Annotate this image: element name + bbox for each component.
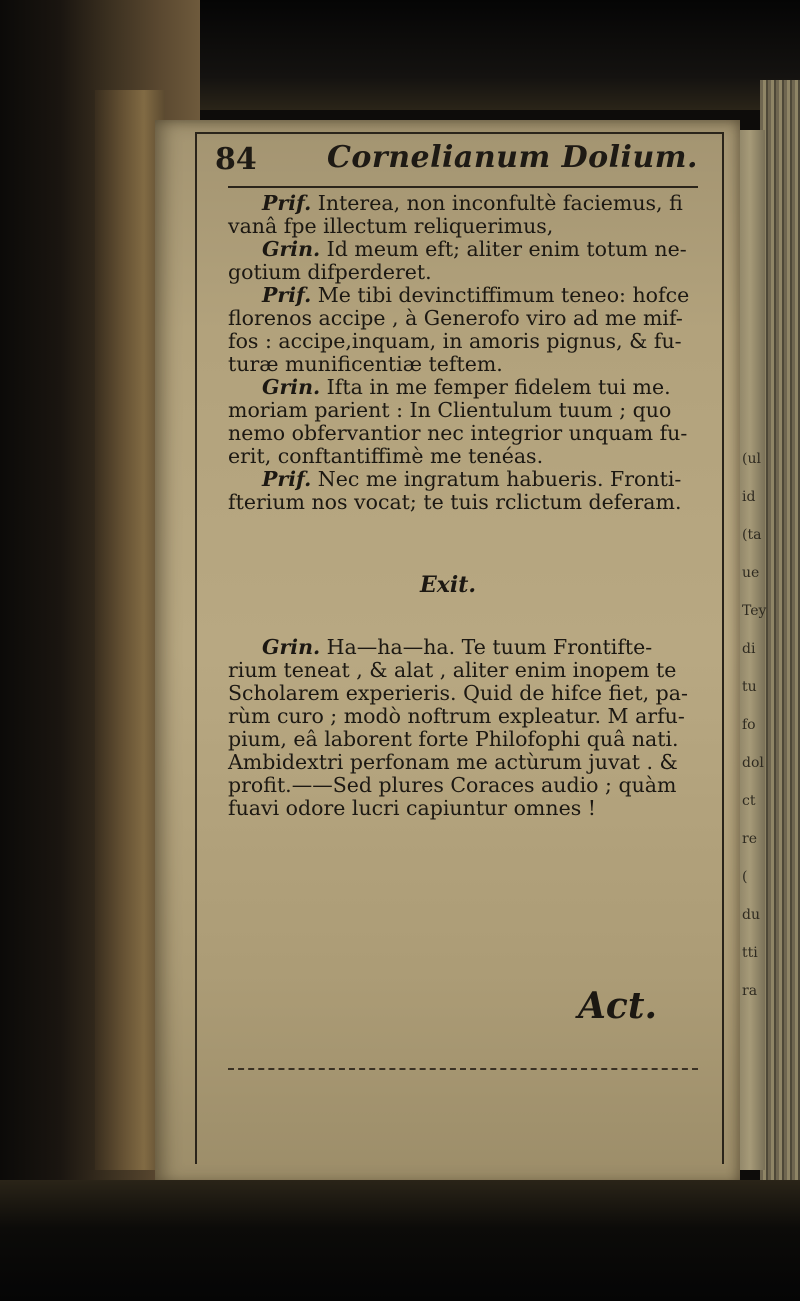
text-line: [228, 705, 708, 728]
line-text: Me tibi devinctiffimum teneo: hofce: [317, 283, 690, 307]
line-text: Scholarem experieris. Quid de hifce fiet, pa-: [228, 681, 688, 705]
text-line: [228, 774, 708, 797]
catchword: Act.: [578, 985, 658, 1027]
page-header: [205, 138, 710, 184]
speaker-name: Grin.: [262, 375, 321, 399]
text-line: [228, 491, 708, 514]
stage-direction: Exit.: [420, 572, 477, 598]
text-line: [228, 751, 708, 774]
fragment-text: du: [742, 907, 760, 923]
line-text: Ambidextri perfonam me actùrum juvat . &: [228, 750, 678, 774]
speaker-name: Prif.: [262, 191, 312, 215]
line-text: profit.——Sed plures Coraces audio ; quàm: [228, 773, 677, 797]
fragment-text: (ta: [742, 527, 762, 543]
text-line: [228, 445, 708, 468]
text-line: [228, 307, 708, 330]
page-number: 84: [215, 142, 257, 177]
line-text: Interea, non inconfultè faciemus, fi: [317, 191, 683, 215]
text-line: [228, 261, 708, 284]
line-text: moriam parient : In Clientulum tuum ; quo: [228, 398, 672, 422]
line-text: fuavi odore lucri capiuntur omnes !: [228, 796, 596, 820]
line-text: Ha—ha—ha. Te tuum Frontifte-: [326, 635, 653, 659]
header-rule: [228, 186, 698, 188]
line-text: fterium nos vocat; te tuis rclictum deferam.: [228, 490, 682, 514]
text-line: [228, 659, 708, 682]
speaker-name: Grin.: [262, 635, 321, 659]
speaker-name: Prif.: [262, 283, 312, 307]
running-head: Cornelianum Dolium.: [327, 140, 698, 175]
line-text: florenos accipe , à Generofo viro ad me mif-: [228, 306, 683, 330]
fragment-text: di: [742, 641, 756, 657]
fragment-text: id: [742, 489, 756, 505]
line-text: Id meum eft; aliter enim totum ne-: [326, 237, 687, 261]
line-text: pium, eâ laborent forte Philofophi quâ nati.: [228, 727, 679, 751]
line-text: erit, conftantiffimè me tenéas.: [228, 444, 544, 468]
fragment-text: re: [742, 831, 757, 847]
line-text: gotium difperderet.: [228, 260, 432, 284]
adjacent-page-fragments: [742, 440, 782, 1000]
text-line: [228, 284, 708, 307]
text-line: [228, 330, 708, 353]
bottom-rule: [228, 1068, 698, 1070]
fragment-text: tu: [742, 679, 757, 695]
line-text: turæ munificentiæ teftem.: [228, 352, 503, 376]
text-line: [228, 682, 708, 705]
text-line: [228, 192, 708, 215]
fragment-text: (: [742, 869, 748, 885]
line-text: rium teneat , & alat , aliter enim inopem te: [228, 658, 677, 682]
line-text: fos : accipe,inquam, in amoris pignus, & fu-: [228, 329, 682, 353]
fragment-text: ra: [742, 983, 758, 999]
fragment-text: fo: [742, 717, 756, 733]
text-line: [228, 728, 708, 751]
fragment-text: (ul: [742, 451, 761, 467]
fragment-text: tti: [742, 945, 758, 961]
line-text: Nec me ingratum habueris. Fronti-: [317, 467, 682, 491]
speaker-name: Grin.: [262, 237, 321, 261]
bottom-shadow: [0, 1180, 800, 1301]
text-line: [228, 376, 708, 399]
line-text: Ifta in me femper fidelem tui me.: [326, 375, 671, 399]
line-text: rùm curo ; modò noftrum expleatur. M arfu-: [228, 704, 685, 728]
text-line: [228, 238, 708, 261]
fragment-text: Tey: [742, 603, 767, 619]
line-text: nemo obfervantior nec integrior unquam fu-: [228, 421, 688, 445]
fragment-text: dol: [742, 755, 764, 771]
line-text: vanâ fpe illectum reliquerimus,: [228, 214, 554, 238]
fragment-text: ct: [742, 793, 756, 809]
text-line: [228, 636, 708, 659]
text-line: [228, 422, 708, 445]
text-line: [228, 468, 708, 491]
fragment-text: ue: [742, 565, 760, 581]
text-line: [228, 399, 708, 422]
dialogue-after: [228, 636, 708, 820]
dialogue-before: [228, 192, 708, 514]
text-line: [228, 353, 708, 376]
speaker-name: Prif.: [262, 467, 312, 491]
text-line: [228, 797, 708, 820]
text-line: [228, 215, 708, 238]
